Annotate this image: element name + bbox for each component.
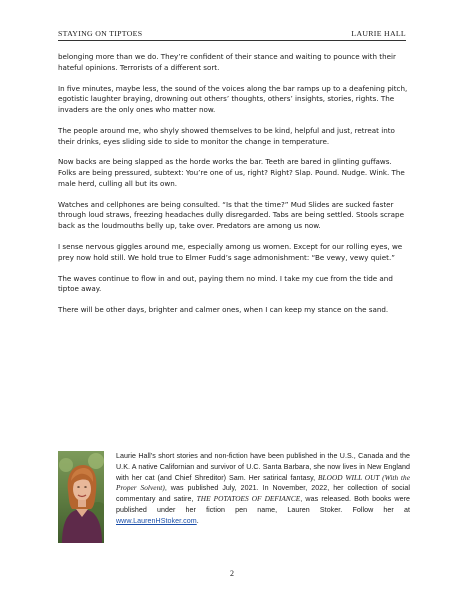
bio-text-part: , was released. Both books were published under her fiction pen name, Lauren Stoker. Follow her at: [116, 495, 410, 514]
running-header: [58, 29, 406, 38]
page-number: 2: [230, 569, 234, 578]
book-title: THE POTATOES OF DEFIANCE: [196, 494, 301, 503]
bio-text-part: , was published July, 2021. In November, 2022, her collection of social commentary and satire,: [116, 484, 410, 503]
book-title: BLOOD WILL OUT (With the Proper Solvent): [116, 472, 410, 493]
bio-text: [116, 451, 410, 526]
bio-text-part: Laurie Hall’s short stories and non-fiction have been published in the U.S., Canada and the U.K. A native Californian and survivor of U.C. Santa Barbara, she now lives in New England with her cat (and Chief Shreditor) Sam. Her satirical fantasy,: [116, 452, 410, 482]
header-author: LAURIE HALL: [351, 29, 406, 38]
paragraph: I sense nervous giggles around me, especially among us women. Except for our rolling eyes, we prey now hold still. We hold true to Elmer Fudd’s sage admonishment: “Be vewy, vewy quiet.”: [58, 242, 403, 262]
paragraph: There will be other days, brighter and calmer ones, when I can keep my stance on the sand.: [58, 305, 389, 315]
author-bio: [58, 451, 410, 571]
paragraph: Now backs are being slapped as the horde works the bar. Teeth are bared in glinting guffaws. Folks are being pressured, subtext: You’re one of us, right? Right? Slap. Pound. Nudge. Wink. The male herd, culling all but its own.: [58, 157, 405, 188]
paragraph: The people around me, who shyly showed themselves to be kind, helpful and just, retreat into their drinks, eyes sliding side to side to monitor the change in temperature.: [58, 125, 395, 146]
website-link[interactable]: www.LaurenHStoker.com: [116, 516, 197, 525]
paragraph: The waves continue to flow in and out, paying them no mind. I take my cue from the tide and tiptoe away.: [58, 273, 393, 294]
bio-text-part: .: [196, 516, 199, 525]
author-photo: [58, 451, 104, 543]
story-body: [58, 52, 410, 326]
paragraph: belonging more than we do. They’re confident of their stance and waiting to pounce with their hateful opinions. Terrorists of a different sort.: [58, 52, 396, 72]
header-rule: [58, 40, 406, 41]
header-title: STAYING ON TIPTOES: [58, 29, 143, 38]
paragraph: Watches and cellphones are being consulted. “Is that the time?” Mud Slides are sucked faster through loud straws, freezing headaches dully disregarded. Tabs are being settled. Stools scrape back as the loudmouths belly up, take over. Predators are among us now.: [58, 199, 404, 231]
paragraph: In five minutes, maybe less, the sound of the voices along the bar ramps up to a deafening pitch, egotistic laughter braying, drowning out others’ thoughts, others’ insights, stories, rights. The invaders are the only ones who matter now.: [58, 83, 408, 114]
